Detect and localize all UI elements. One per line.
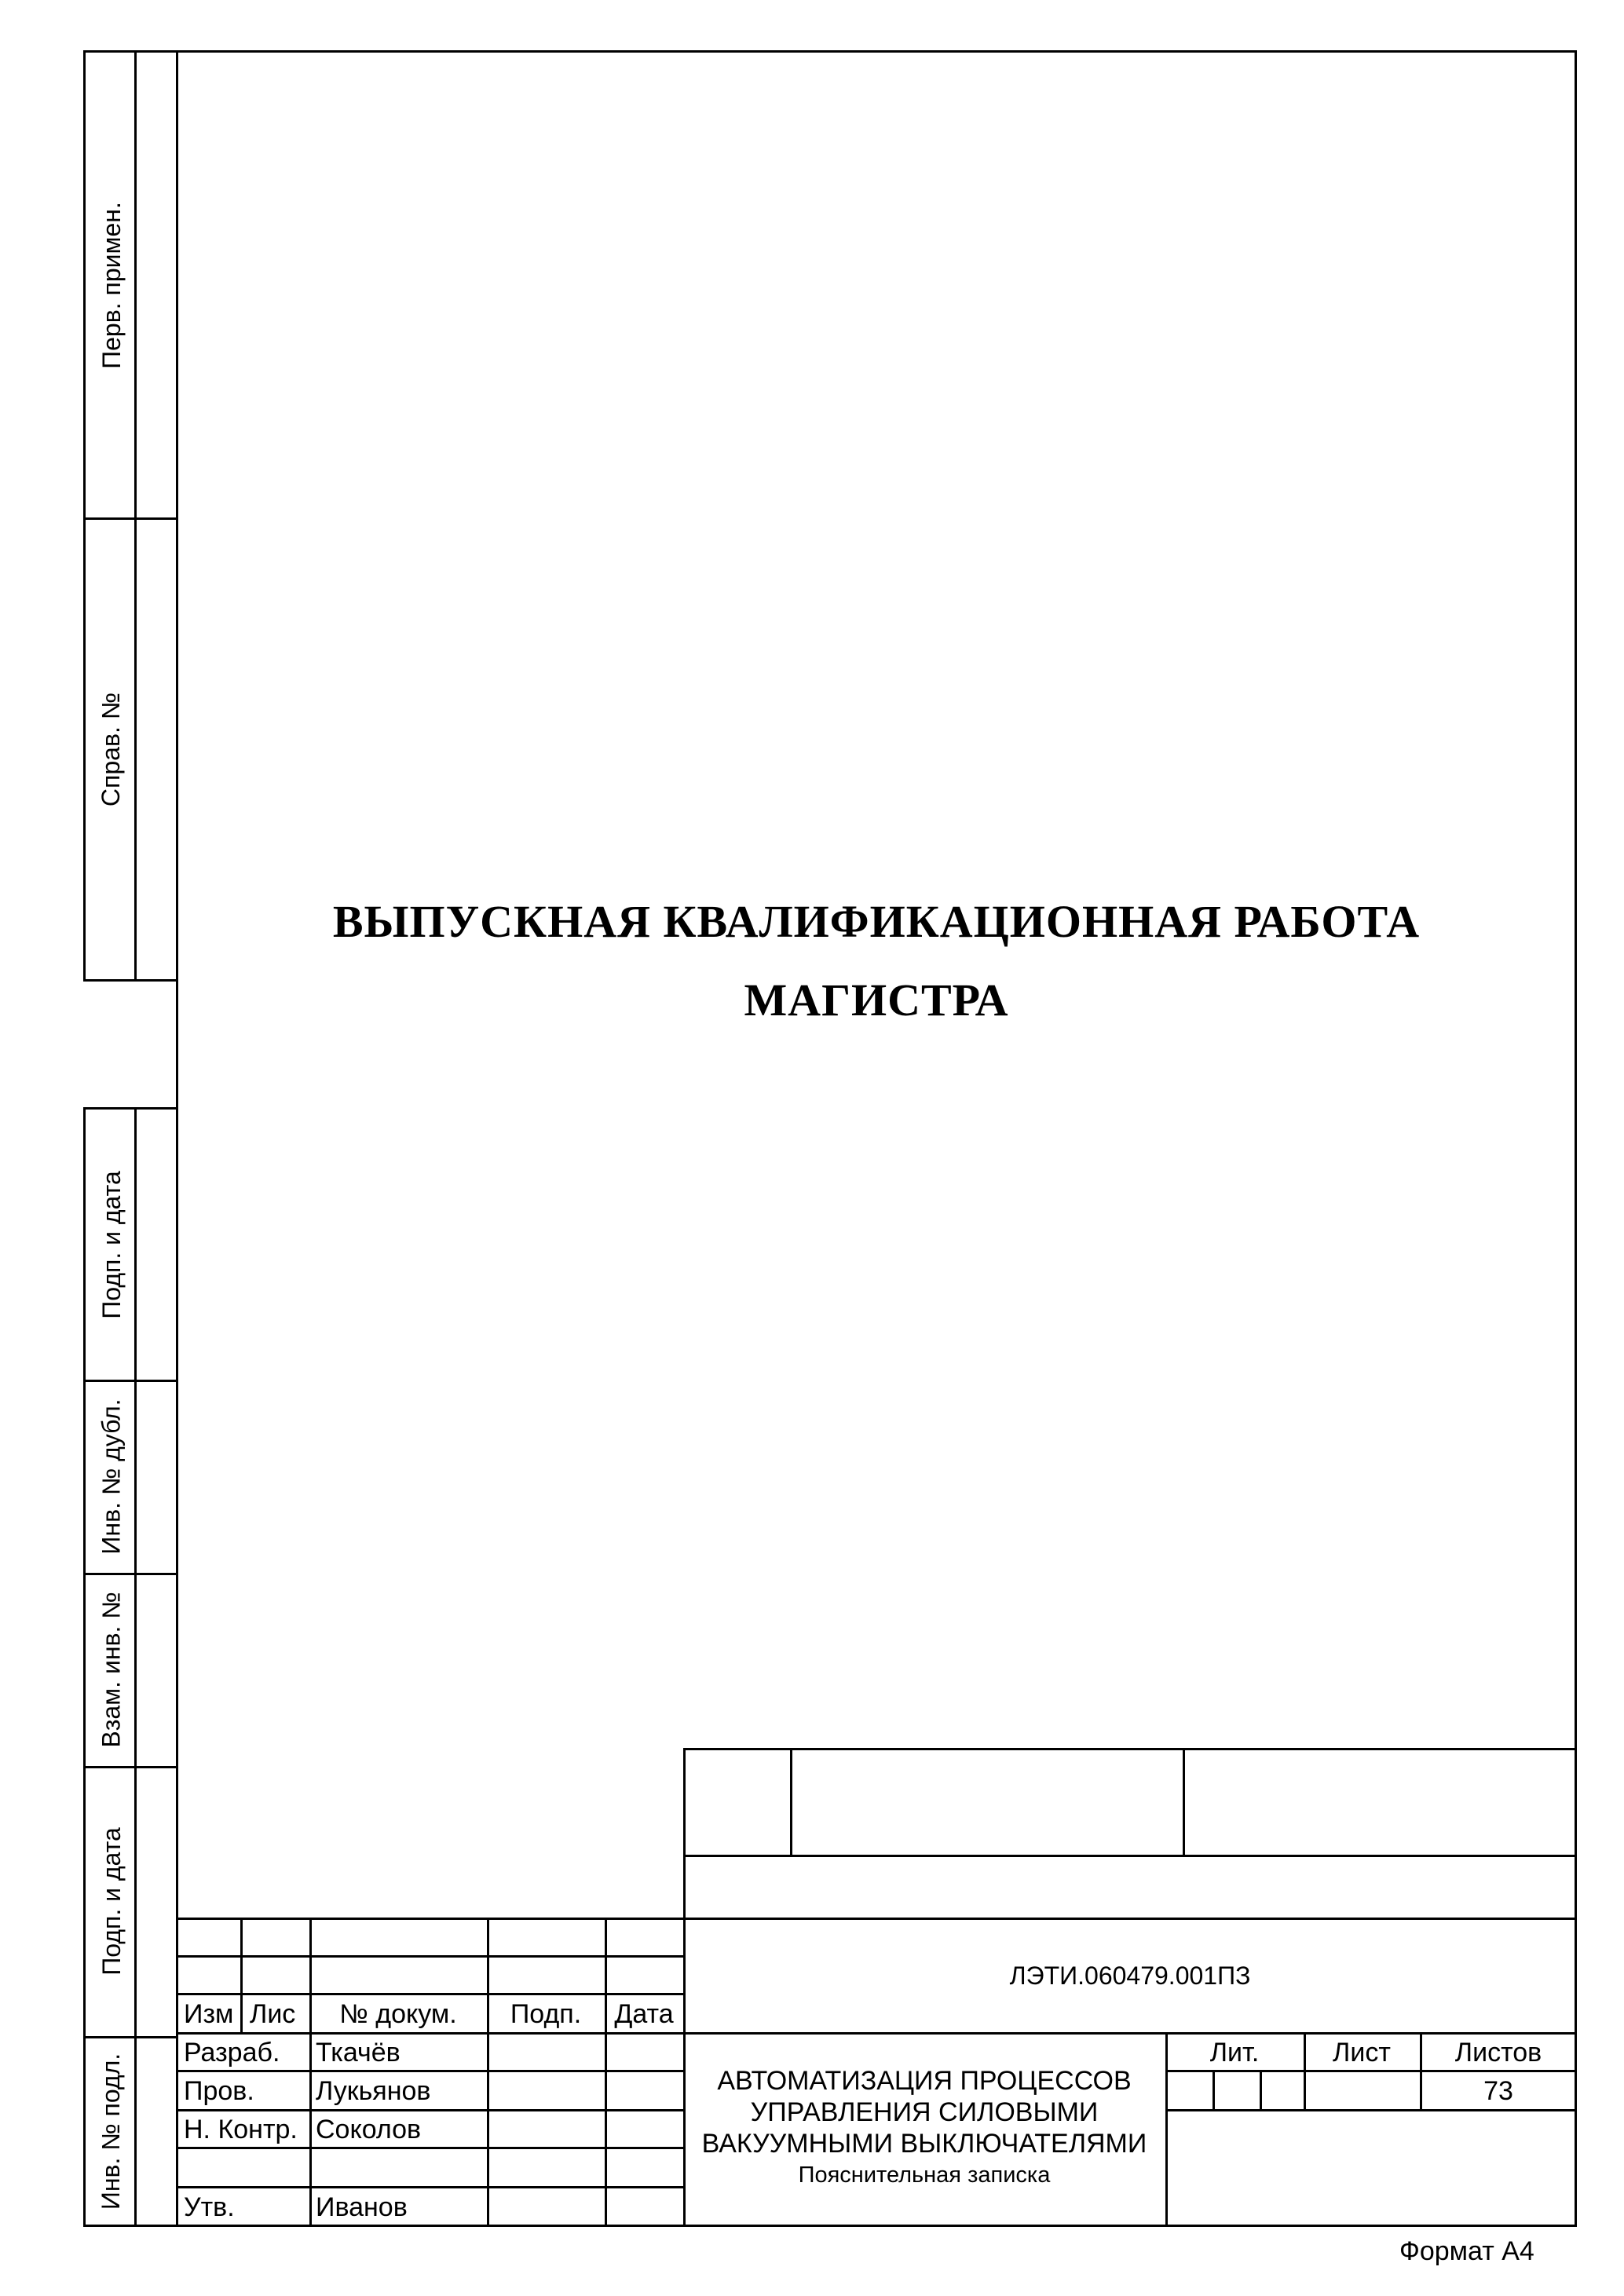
podp-data-label-2: Подп. и дата bbox=[97, 1826, 126, 1976]
document-title-line1: ВЫПУСКНАЯ КВАЛИФИКАЦИОННАЯ РАБОТА bbox=[332, 896, 1421, 947]
lit-label: Лит. bbox=[1209, 2038, 1260, 2067]
name-utv: Иванов bbox=[316, 2192, 408, 2222]
role-n-kontr: Н. Контр. bbox=[184, 2115, 298, 2144]
header-lis: Лис bbox=[250, 1999, 296, 2029]
perv-primen-label: Перв. примен. bbox=[97, 201, 126, 369]
inv-dubl-label: Инв. № дубл. bbox=[97, 1398, 126, 1555]
sprav-no-label: Справ. № bbox=[97, 692, 126, 806]
name-n-kontr: Соколов bbox=[316, 2115, 422, 2144]
vzam-inv-label: Взам. инв. № bbox=[97, 1591, 126, 1748]
document-name-line1: АВТОМАТИЗАЦИЯ ПРОЦЕССОВ bbox=[717, 2066, 1132, 2096]
drawing-frame bbox=[176, 50, 1577, 2227]
role-prov: Пров. bbox=[184, 2076, 254, 2106]
document-name-line3: ВАКУУМНЫМИ ВЫКЛЮЧАТЕЛЯМИ bbox=[701, 2129, 1147, 2159]
listov-value: 73 bbox=[1483, 2076, 1513, 2106]
document-title-line2: МАГИСТРА bbox=[744, 974, 1009, 1026]
inv-podl-label: Инв. № подл. bbox=[97, 2053, 126, 2210]
podp-data-label-1: Подп. и дата bbox=[97, 1170, 126, 1319]
side-strip-upper bbox=[83, 50, 178, 982]
document-name bbox=[683, 2065, 1165, 2191]
header-data: Дата bbox=[614, 1999, 674, 2029]
side-strip-lower bbox=[83, 1107, 178, 2227]
name-razrab: Ткачёв bbox=[316, 2038, 401, 2067]
role-razrab: Разраб. bbox=[184, 2038, 280, 2067]
name-prov: Лукьянов bbox=[316, 2076, 431, 2106]
document-name-line2: УПРАВЛЕНИЯ СИЛОВЫМИ bbox=[750, 2097, 1099, 2127]
header-izm: Изм bbox=[184, 1999, 234, 2029]
header-no-dokum: № докум. bbox=[339, 1999, 457, 2029]
listov-label: Листов bbox=[1454, 2038, 1542, 2067]
list-label: Лист bbox=[1333, 2038, 1391, 2067]
role-utv: Утв. bbox=[184, 2192, 235, 2222]
document-subtitle: Пояснительная записка bbox=[798, 2163, 1051, 2188]
document-designation: ЛЭТИ.060479.001ПЗ bbox=[1009, 1961, 1251, 1990]
header-podp: Подп. bbox=[510, 1999, 582, 2029]
format-label: Формат А4 bbox=[1399, 2236, 1534, 2266]
